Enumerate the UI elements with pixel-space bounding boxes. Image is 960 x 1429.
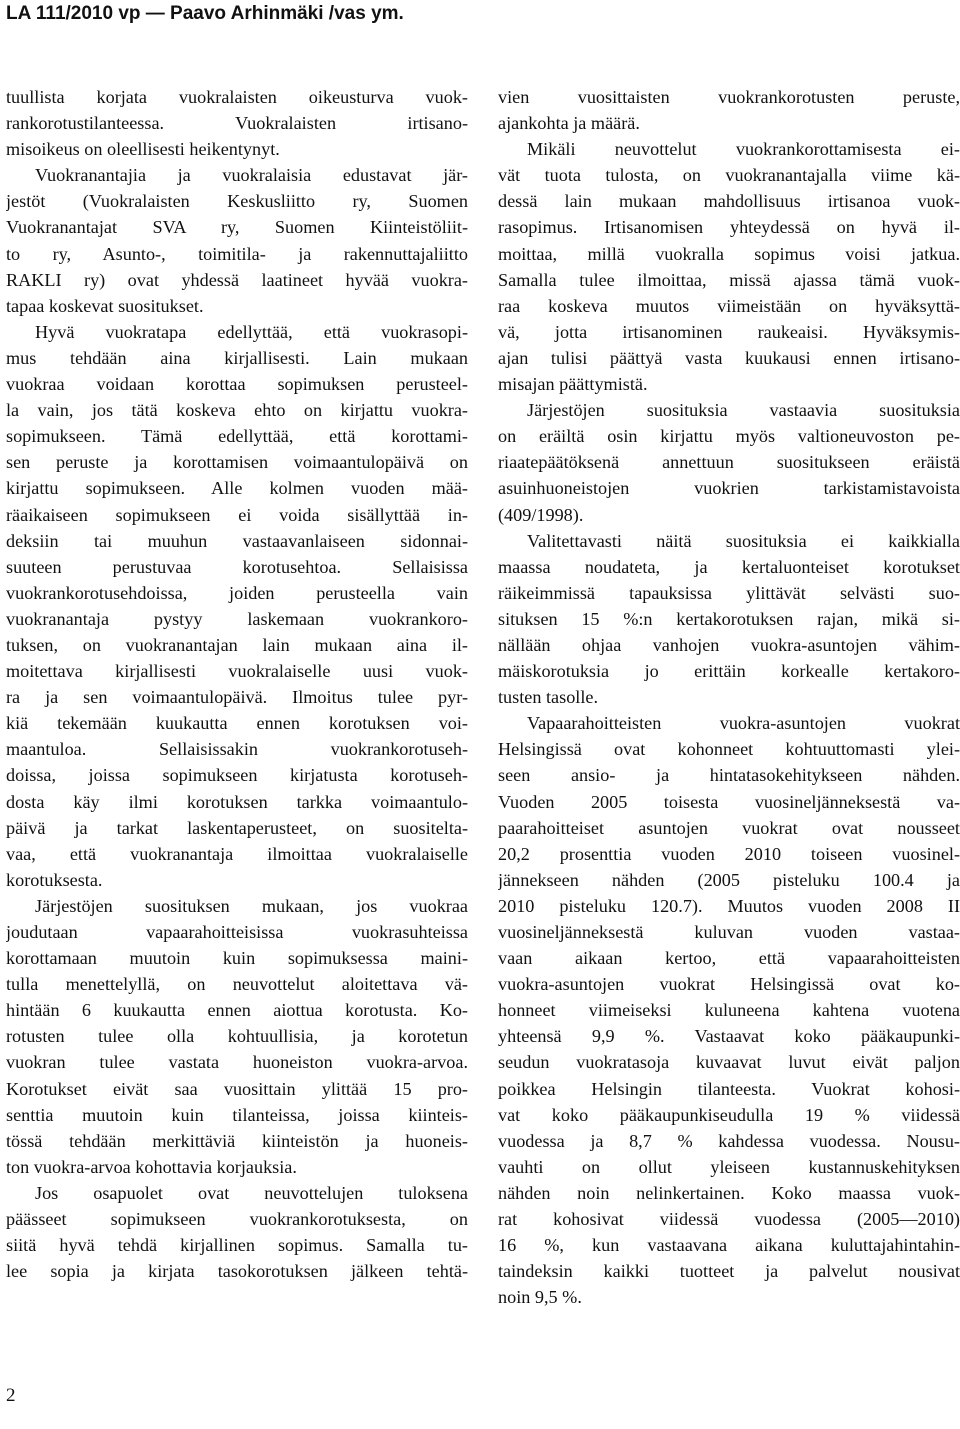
text-line: vä, jotta irtisanominen raukeaisi. Hyväksymis- bbox=[498, 321, 960, 342]
text-line: Vuokranantajat SVA ry, Suomen Kiinteistöliit- bbox=[6, 217, 468, 238]
text-line: joudutaan vapaarahoitteisissa vuokrasuhteissa bbox=[6, 922, 468, 942]
text-line: Korotukset eivät saa vuosittain ylittää 15 pro- bbox=[6, 1078, 468, 1099]
text-line: hintään 6 kuukautta ennen aiottua korotusta. Ko- bbox=[6, 1000, 468, 1021]
text-line: yhteensä 9,9 %. Vastaavat koko pääkaupunki- bbox=[498, 1026, 960, 1047]
text-line: Järjestöjen suosituksia vastaavia suosituksia bbox=[527, 400, 960, 421]
text-line: tapaa koskevat suositukset. bbox=[6, 295, 204, 316]
text-line: ton vuokra-arvoa kohottavia korjauksia. bbox=[6, 1156, 297, 1177]
text-line: vuokran tulee vastata huoneiston vuokra-arvoa. bbox=[6, 1052, 468, 1073]
text-line: jännekseen nähden (2005 pisteluku 100.4 ja bbox=[498, 869, 960, 890]
text-line: suuteen perustuvaa korotusehtoa. Sellaisissa bbox=[6, 556, 468, 577]
text-line: kirjattu sopimukseen. Alle kolmen vuoden mää- bbox=[6, 478, 468, 499]
page-number: 2 bbox=[6, 1385, 16, 1406]
text-line: rankorotustilanteessa. Vuokralaisten irtisano- bbox=[6, 113, 468, 134]
text-line: tusten tasolle. bbox=[498, 687, 599, 708]
text-line: vien vuosittaisten vuokrankorotusten peruste, bbox=[498, 87, 960, 107]
text-line: misajan päättymistä. bbox=[498, 374, 648, 395]
text-line: vaan aikaan kertoo, että vapaarahoitteisten bbox=[498, 948, 960, 969]
text-line: moittaa, millä vuokralla sopimus voisi jatkua. bbox=[498, 243, 960, 264]
text-line: vät tuota tulosta, on vuokranantajalla viime kä- bbox=[498, 165, 960, 186]
text-line: 20,2 prosenttia vuoden 2010 toiseen vuosinel- bbox=[498, 843, 960, 864]
text-line: tuksen, on vuokranantajan lain mukaan aina il- bbox=[6, 634, 468, 655]
text-line: dosta käy ilmi korotuksen tarkka voimaantulo- bbox=[6, 791, 468, 812]
text-line: ajan tulisi päättyä vasta kuukausi ennen irtisano- bbox=[498, 347, 960, 368]
text-line: rat kohosivat viidessä vuodessa (2005—2010) bbox=[498, 1209, 960, 1230]
text-line: paarahoitteiset asuntojen vuokrat ovat nousseet bbox=[498, 817, 960, 838]
text-line: Vapaarahoitteisten vuokra-asuntojen vuokrat bbox=[527, 713, 960, 734]
text-line: tössä tehdään merkittäviä kiinteistön ja huoneis- bbox=[6, 1130, 468, 1151]
text-line: jestöt (Vuokralaisten Keskusliitto ry, Suomen bbox=[6, 191, 468, 212]
text-line: siitä hyvä tehdä kirjallinen sopimus. Samalla tu- bbox=[6, 1235, 468, 1256]
text-line: korotuksesta. bbox=[6, 869, 103, 890]
text-line: mus tehdään aina kirjallisesti. Lain mukaan bbox=[6, 347, 468, 368]
text-line: tulla menettelyllä, on neuvottelut aloitettava vä- bbox=[6, 974, 468, 995]
text-line: riaatepäätöksenä annettuun suositukseen eräistä bbox=[498, 452, 960, 473]
text-line: maassa noudateta, ja kertaluonteiset korotukset bbox=[498, 556, 960, 577]
text-line: on eräiltä osin kirjattu myös valtioneuvoston pe- bbox=[498, 426, 960, 447]
text-line: vuokra-asuntojen vuokrat Helsingissä ovat ko- bbox=[498, 974, 960, 995]
text-line: noin 9,5 %. bbox=[498, 1287, 582, 1308]
text-line: la vain, jos tätä koskeva ehto on kirjattu vuokra- bbox=[6, 400, 468, 421]
text-line: maantuloa. Sellaisissakin vuokrankorotuseh- bbox=[6, 739, 468, 760]
text-line: dessä lain mukaan mahdollisuus irtisanoa vuok- bbox=[498, 191, 960, 212]
text-line: kiä tekemään kuukautta ennen korotuksen voi- bbox=[6, 713, 468, 734]
text-line: (409/1998). bbox=[498, 504, 584, 525]
text-line: taindeksin kaikki tuotteet ja palvelut nousivat bbox=[498, 1261, 960, 1282]
text-line: vuokrankorotusehdoissa, joiden perusteella vain bbox=[6, 582, 468, 603]
text-line: Vuokranantajia ja vuokralaisia edustavat jär- bbox=[35, 165, 468, 186]
text-line: asuinhuoneistojen vuokrien tarkistamistavoista bbox=[498, 478, 960, 499]
text-line: 16 %, kun vastaavana aikana kuluttajahintahin- bbox=[498, 1235, 960, 1256]
text-line: raa koskeva muutos viimeistään on hyväksyttä- bbox=[498, 295, 960, 316]
text-line: tuullista korjata vuokralaisten oikeusturva vuok- bbox=[6, 87, 468, 107]
text-line: lee sopia ja kirjata tasokorotuksen jälkeen tehtä- bbox=[6, 1261, 468, 1282]
text-line: honneet viimeiseksi kuluneena kahtena vuotena bbox=[498, 1000, 960, 1021]
text-line: räaikaiseen sopimukseen ei voida sisällyttää in- bbox=[6, 504, 468, 525]
text-line: vauhti on ollut yleiseen kustannuskehityksen bbox=[498, 1156, 960, 1177]
text-line: päässeet sopimukseen vuokrankorotuksesta, on bbox=[6, 1209, 468, 1230]
text-line: sen peruste ja korottamisen voimaantulopäivä on bbox=[6, 452, 468, 473]
text-line: misoikeus on oleellisesti heikentynyt. bbox=[6, 139, 280, 160]
text-line: ra ja sen voimaantulopäivä. Ilmoitus tulee pyr- bbox=[6, 687, 468, 708]
text-line: vuosineljänneksestä kuluvan vuoden vastaa- bbox=[498, 922, 960, 942]
right-text-column bbox=[498, 84, 960, 1310]
text-line: mäiskorotuksia jo erittäin korkealle kertakoro- bbox=[498, 661, 960, 682]
text-line: vaa, että vuokranantaja ilmoittaa vuokralaiselle bbox=[6, 843, 468, 864]
left-text-column bbox=[6, 84, 468, 1284]
text-line: Järjestöjen suosituksen mukaan, jos vuokraa bbox=[35, 895, 468, 916]
document-header: LA 111/2010 vp — Paavo Arhinmäki /vas ym. bbox=[6, 3, 404, 24]
text-line: Valitettavasti näitä suosituksia ei kaikkialla bbox=[527, 530, 960, 551]
text-line: seen ansio- ja hintatasokehitykseen nähden. bbox=[498, 765, 960, 786]
text-line: poikkea Helsingin tilanteesta. Vuokrat kohosi- bbox=[498, 1078, 960, 1099]
text-line: sopimukseen. Tämä edellyttää, että korottami- bbox=[6, 426, 468, 447]
text-line: korottamaan muutoin kuin sopimuksessa maini- bbox=[6, 948, 468, 969]
text-line: RAKLI ry) ovat yhdessä laatineet hyvää vuokra- bbox=[6, 269, 468, 290]
text-line: päivä ja tarkat laskentaperusteet, on suositeltа- bbox=[6, 817, 468, 838]
text-line: vat koko pääkaupunkiseudulla 19 % viidessä bbox=[498, 1104, 960, 1125]
text-line: to ry, Asunto-, toimitila- ja rakennuttajaliitto bbox=[6, 243, 468, 264]
text-line: situksen 15 %:n kertakorotuksen rajan, mikä si- bbox=[498, 608, 960, 629]
text-line: vuokranantaja pystyy laskemaan vuokrankoro- bbox=[6, 608, 468, 629]
text-line: Hyvä vuokratapa edellyttää, että vuokrasopi- bbox=[35, 321, 468, 342]
text-line: räikeimmissä tapauksissa ylittävät selvästi suo- bbox=[498, 582, 960, 603]
text-line: deksiin tai muuhun vastaavanlaiseen sidonnai- bbox=[6, 530, 468, 551]
text-line: nähden noin nelinkertainen. Koko maassa vuok- bbox=[498, 1182, 960, 1203]
text-line: Vuoden 2005 toisesta vuosineljänneksestä va- bbox=[498, 791, 960, 812]
text-line: ajankohta ja määrä. bbox=[498, 113, 640, 134]
text-line: seudun vuokratasoja kuvaavat luvut eivät paljon bbox=[498, 1052, 960, 1073]
text-line: moitettava kirjallisesti vuokralaiselle uusi vuok- bbox=[6, 661, 468, 682]
text-line: doissa, joissa sopimukseen kirjatusta korotuseh- bbox=[6, 765, 468, 786]
text-line: Helsingissä ovat kohonneet kohtuuttomasti ylei- bbox=[498, 739, 960, 760]
text-line: rotusten tulee olla kohtuullisia, ja korotetun bbox=[6, 1026, 468, 1047]
text-line: 2010 pisteluku 120.7). Muutos vuoden 2008 II bbox=[498, 895, 960, 916]
text-line: nällään ohjaa vanhojen vuokra-asuntojen vähim- bbox=[498, 634, 960, 655]
text-line: Samalla tulee ilmoittaa, missä ajassa tämä vuok- bbox=[498, 269, 960, 290]
text-line: senttia muutoin kuin tilanteissa, joissa kiinteis- bbox=[6, 1104, 468, 1125]
text-line: Mikäli neuvottelut vuokrankorottamisesta ei- bbox=[527, 139, 960, 160]
text-line: vuodessa ja 8,7 % kahdessa vuodessa. Nousu- bbox=[498, 1130, 960, 1151]
text-line: vuokraa voidaan korottaa sopimuksen perusteel- bbox=[6, 374, 468, 395]
text-line: rasopimus. Irtisanomisen yhteydessä on hyvä il- bbox=[498, 217, 960, 238]
text-line: Jos osapuolet ovat neuvottelujen tuloksena bbox=[35, 1182, 468, 1203]
